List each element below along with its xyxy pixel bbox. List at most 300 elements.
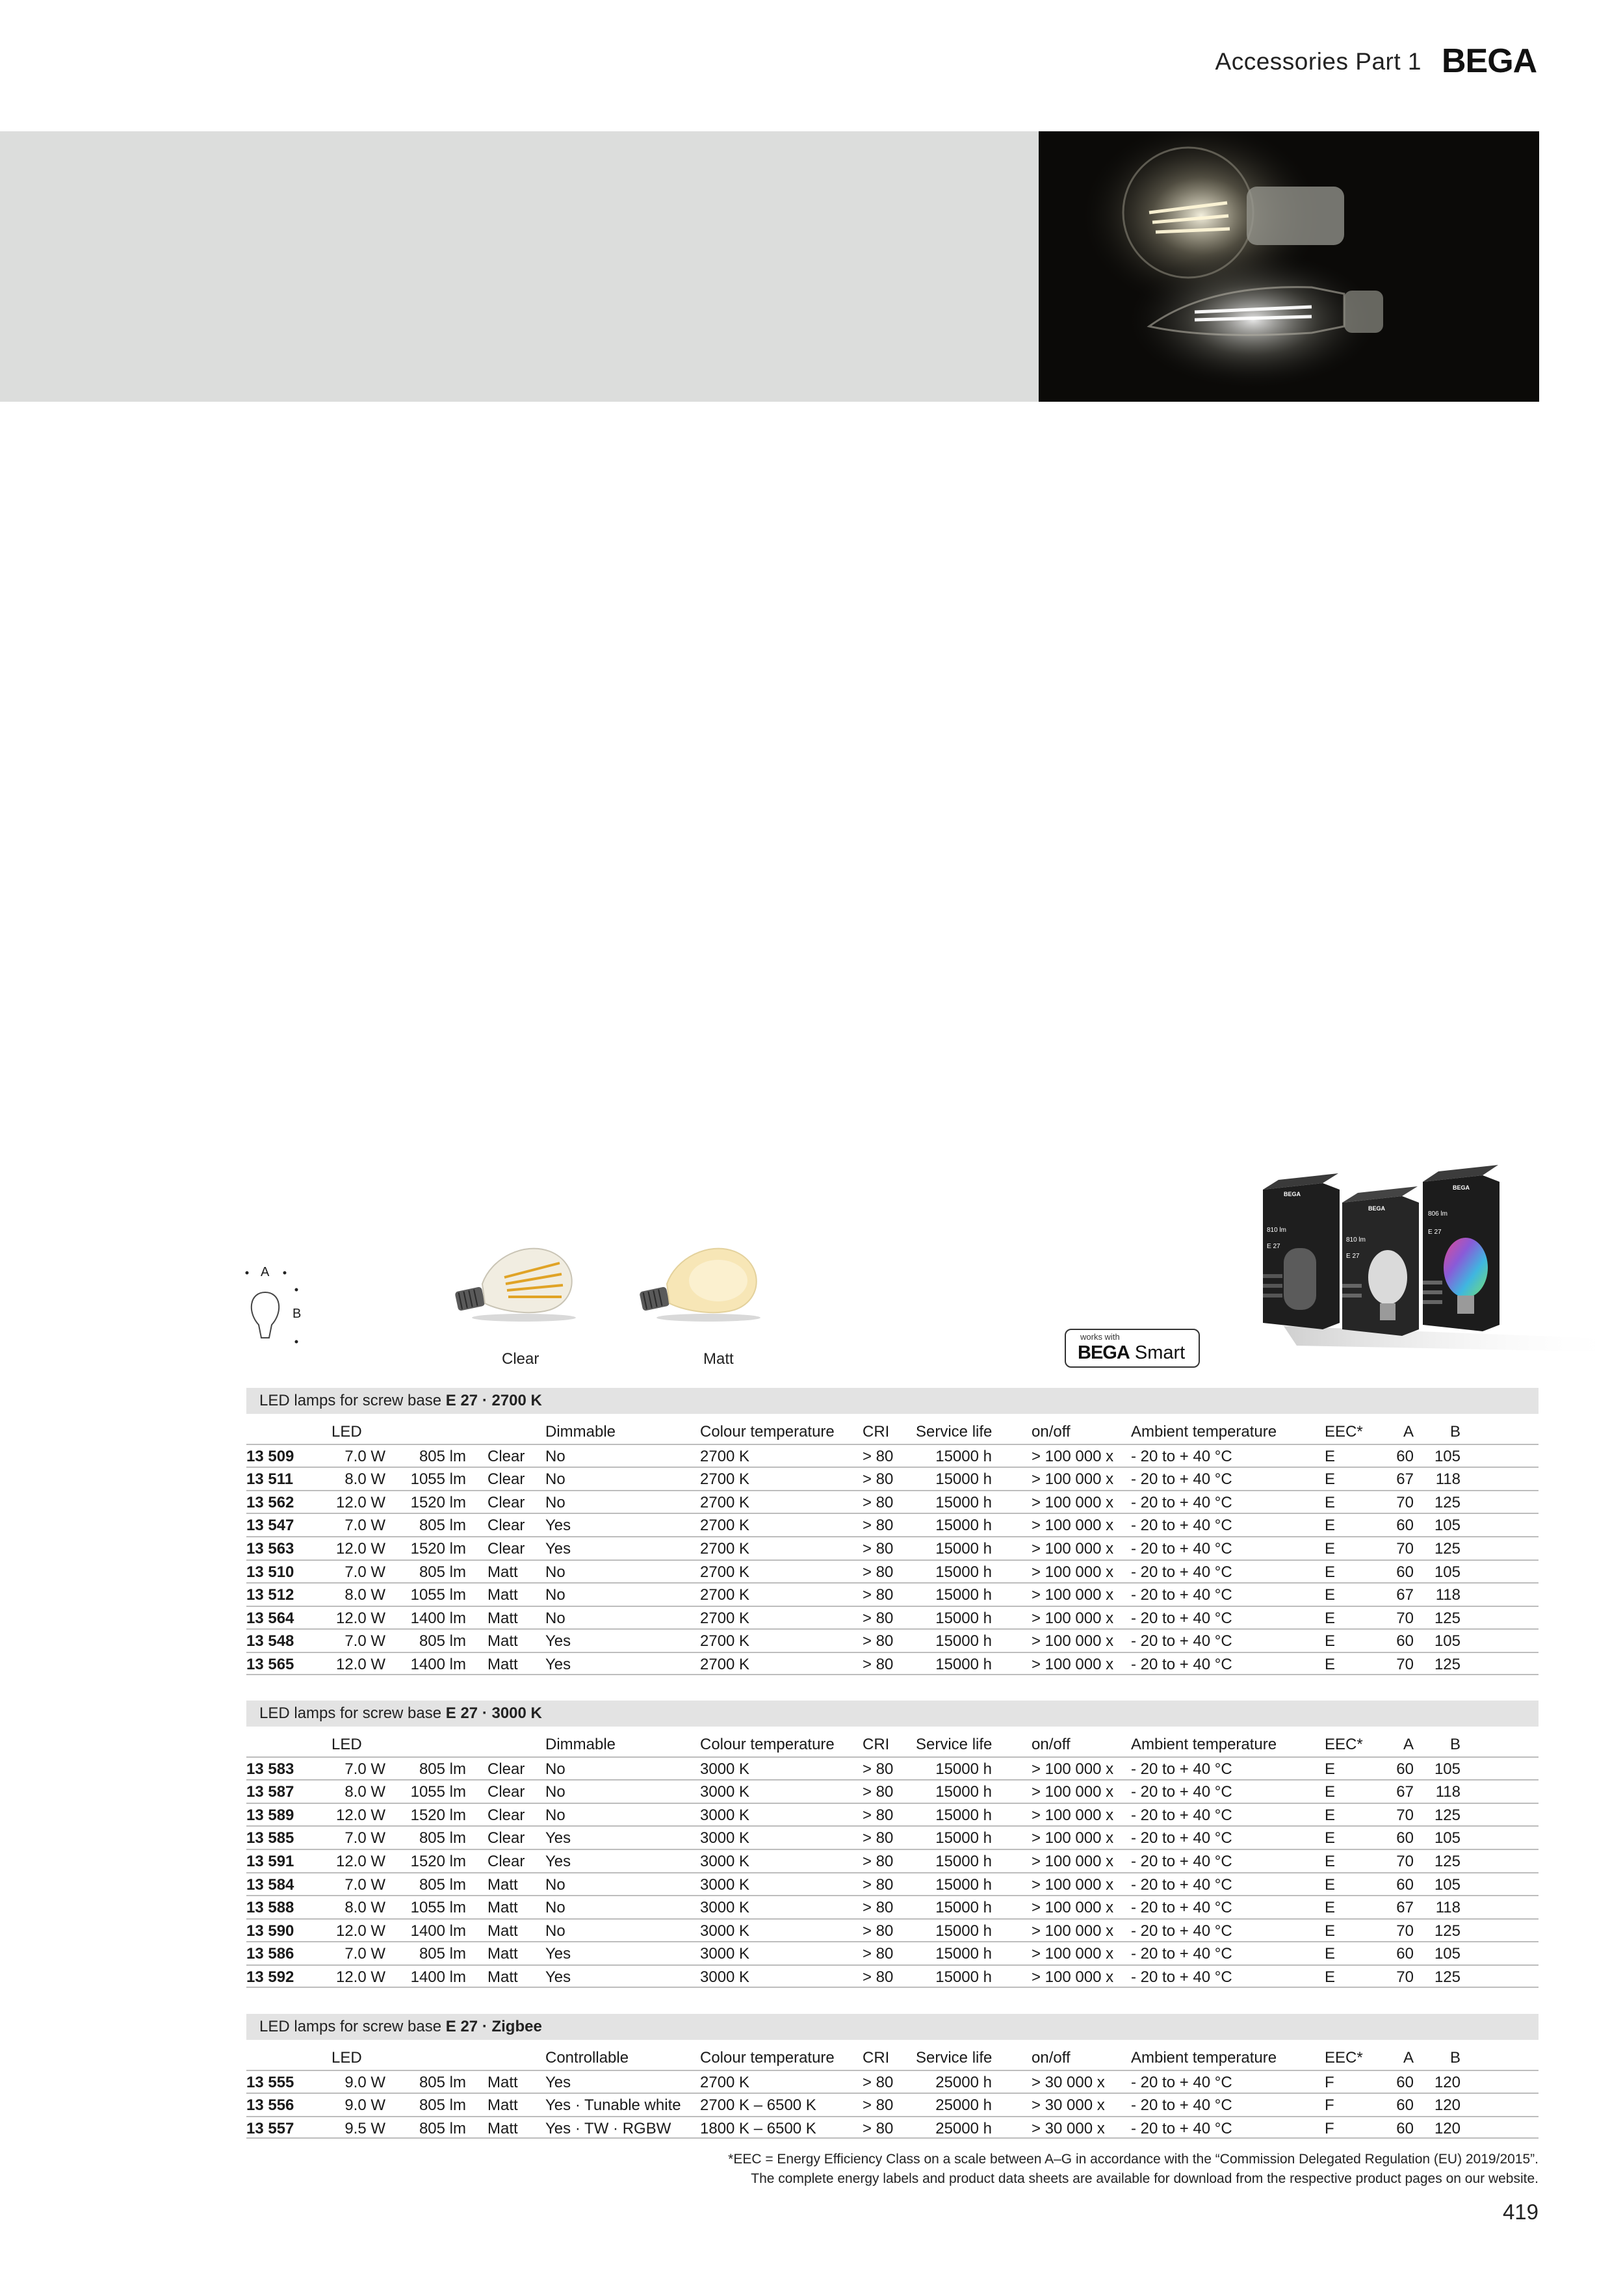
column-header-ct: Colour temperature — [700, 1736, 835, 1753]
cell-code: 13 590 — [246, 1922, 294, 1940]
cell-mode: Yes — [545, 2073, 571, 2091]
table-row — [246, 1779, 1539, 1803]
cell-watt: 7.0 W — [344, 1517, 385, 1535]
cell-ambient: - 20 to + 40 °C — [1131, 1517, 1232, 1535]
matt-lamp-image — [637, 1238, 767, 1323]
cell-a: 70 — [1396, 1968, 1414, 1986]
cell-b: 105 — [1434, 1875, 1461, 1894]
column-header-onoff: on/off — [1032, 1736, 1071, 1753]
cell-lm: 805 lm — [419, 1875, 466, 1894]
cell-mode: No — [545, 1783, 565, 1801]
cell-cri: > 80 — [863, 2119, 894, 2137]
cell-ct: 3000 K — [700, 1968, 750, 1986]
cell-life: 15000 h — [935, 1447, 992, 1465]
cell-ambient: - 20 to + 40 °C — [1131, 1470, 1232, 1489]
banner-grey-panel — [0, 131, 1039, 402]
column-header-a: A — [1403, 1423, 1414, 1441]
cell-life: 15000 h — [935, 1539, 992, 1558]
cell-ct: 3000 K — [700, 1760, 750, 1778]
table-row — [246, 1606, 1539, 1629]
cell-watt: 12.0 W — [335, 1609, 385, 1627]
cell-finish: Clear — [487, 1760, 525, 1778]
cell-cri: > 80 — [863, 1470, 894, 1489]
cell-finish: Clear — [487, 1539, 525, 1558]
table-row — [246, 2070, 1539, 2093]
cell-code: 13 511 — [246, 1470, 294, 1489]
section-title — [246, 2014, 1539, 2040]
cell-lm: 805 lm — [419, 1563, 466, 1581]
cell-lm: 1400 lm — [410, 1609, 466, 1627]
cell-code: 13 555 — [246, 2073, 294, 2091]
cell-cri: > 80 — [863, 1632, 894, 1650]
cell-eec: E — [1325, 1760, 1336, 1778]
cell-eec: E — [1325, 1806, 1336, 1824]
cell-code: 13 589 — [246, 1806, 294, 1824]
cell-finish: Clear — [487, 1806, 525, 1824]
svg-text:E 27: E 27 — [1346, 1253, 1360, 1260]
table-row — [246, 1444, 1539, 1467]
section-title-prefix: LED lamps for screw base — [259, 1392, 446, 1409]
cell-onoff: > 100 000 x — [1032, 1609, 1114, 1627]
packaging-boxes-image — [1258, 1157, 1623, 1359]
cell-code: 13 592 — [246, 1968, 294, 1986]
cell-code: 13 512 — [246, 1586, 294, 1604]
cell-onoff: > 100 000 x — [1032, 1829, 1114, 1847]
column-header-mode: Dimmable — [545, 1736, 616, 1753]
cell-ct: 2700 K — [700, 1447, 750, 1465]
cell-code: 13 587 — [246, 1783, 294, 1801]
cell-cri: > 80 — [863, 1806, 894, 1824]
cell-finish: Matt — [487, 2096, 518, 2115]
cell-watt: 7.0 W — [344, 1875, 385, 1894]
cell-code: 13 585 — [246, 1829, 294, 1847]
cell-lm: 805 lm — [419, 2119, 466, 2137]
cell-ambient: - 20 to + 40 °C — [1131, 1760, 1232, 1778]
cell-b: 125 — [1434, 1922, 1461, 1940]
cell-onoff: > 100 000 x — [1032, 1806, 1114, 1824]
column-header-life: Service life — [916, 1423, 993, 1441]
cell-ambient: - 20 to + 40 °C — [1131, 1563, 1232, 1581]
table-row — [246, 1803, 1539, 1826]
cell-life: 25000 h — [935, 2096, 992, 2115]
cell-life: 15000 h — [935, 1922, 992, 1940]
cell-mode: No — [545, 1899, 565, 1917]
cell-onoff: > 100 000 x — [1032, 1447, 1114, 1465]
cell-mode: No — [545, 1586, 565, 1604]
cell-mode: No — [545, 1609, 565, 1627]
cell-lm: 1400 lm — [410, 1655, 466, 1673]
cell-life: 15000 h — [935, 1655, 992, 1673]
cell-onoff: > 100 000 x — [1032, 1493, 1114, 1511]
cell-ambient: - 20 to + 40 °C — [1131, 1586, 1232, 1604]
table-row — [246, 1652, 1539, 1675]
table-row — [246, 1941, 1539, 1964]
column-header-b: B — [1449, 1423, 1461, 1441]
cell-b: 125 — [1434, 1655, 1461, 1673]
column-header-cri: CRI — [863, 1736, 890, 1753]
cell-mode: Yes — [545, 1655, 571, 1673]
cell-ambient: - 20 to + 40 °C — [1131, 1829, 1232, 1847]
cell-code: 13 547 — [246, 1517, 294, 1535]
cell-b: 118 — [1435, 1586, 1461, 1604]
cell-life: 15000 h — [935, 1470, 992, 1489]
column-header-row — [246, 1420, 1539, 1444]
cell-ct: 2700 K — [700, 1609, 750, 1627]
works-with-label: works with — [1078, 1332, 1123, 1342]
section-title — [246, 1701, 1539, 1727]
cell-lm: 1400 lm — [410, 1968, 466, 1986]
cell-a: 70 — [1396, 1806, 1414, 1824]
cell-mode: No — [545, 1760, 565, 1778]
cell-cri: > 80 — [863, 1539, 894, 1558]
cell-finish: Matt — [487, 1968, 518, 1986]
cell-cri: > 80 — [863, 1829, 894, 1847]
section-title-emphasis: E 27 · Zigbee — [445, 2018, 542, 2035]
svg-text:BEGA: BEGA — [1368, 1205, 1386, 1212]
svg-text:BEGA: BEGA — [1284, 1191, 1301, 1197]
cell-mode: Yes · Tunable white — [545, 2096, 681, 2115]
cell-mode: No — [545, 1493, 565, 1511]
svg-text:BEGA: BEGA — [1453, 1184, 1470, 1191]
cell-onoff: > 100 000 x — [1032, 1945, 1114, 1963]
cell-finish: Matt — [487, 1609, 518, 1627]
cell-ambient: - 20 to + 40 °C — [1131, 1899, 1232, 1917]
cell-watt: 7.0 W — [344, 1447, 385, 1465]
cell-ct: 3000 K — [700, 1829, 750, 1847]
cell-life: 25000 h — [935, 2119, 992, 2137]
page-header-title: Accessories Part 1 — [1215, 48, 1422, 75]
cell-finish: Matt — [487, 1632, 518, 1650]
cell-mode: No — [545, 1447, 565, 1465]
cell-ambient: - 20 to + 40 °C — [1131, 2073, 1232, 2091]
cell-cri: > 80 — [863, 1609, 894, 1627]
cell-mode: Yes — [545, 1539, 571, 1558]
cell-ct: 3000 K — [700, 1783, 750, 1801]
cell-mode: No — [545, 1875, 565, 1894]
cell-cri: > 80 — [863, 1517, 894, 1535]
cell-b: 125 — [1434, 1806, 1461, 1824]
table-row — [246, 1513, 1539, 1536]
cell-watt: 8.0 W — [344, 1586, 385, 1604]
cell-eec: E — [1325, 1968, 1336, 1986]
cell-onoff: > 100 000 x — [1032, 1852, 1114, 1870]
cell-cri: > 80 — [863, 1922, 894, 1940]
cell-watt: 12.0 W — [335, 1806, 385, 1824]
column-header-ambient: Ambient temperature — [1131, 1736, 1277, 1753]
cell-mode: No — [545, 1470, 565, 1489]
cell-ct: 3000 K — [700, 1806, 750, 1824]
cell-ambient: - 20 to + 40 °C — [1131, 2096, 1232, 2115]
cell-watt: 9.0 W — [344, 2096, 385, 2115]
cell-onoff: > 100 000 x — [1032, 1899, 1114, 1917]
cell-eec: F — [1325, 2119, 1334, 2137]
table-row — [246, 1536, 1539, 1559]
cell-life: 15000 h — [935, 1899, 992, 1917]
cell-ct: 3000 K — [700, 1875, 750, 1894]
cell-lm: 1520 lm — [410, 1539, 466, 1558]
cell-cri: > 80 — [863, 1852, 894, 1870]
cell-onoff: > 100 000 x — [1032, 1655, 1114, 1673]
cell-ambient: - 20 to + 40 °C — [1131, 1493, 1232, 1511]
cell-a: 70 — [1396, 1539, 1414, 1558]
cell-watt: 12.0 W — [335, 1968, 385, 1986]
cell-a: 70 — [1396, 1922, 1414, 1940]
dimension-b-label: B — [292, 1307, 302, 1321]
dimension-diagram — [244, 1266, 303, 1357]
cell-onoff: > 100 000 x — [1032, 1539, 1114, 1558]
cell-cri: > 80 — [863, 1586, 894, 1604]
section-title — [246, 1388, 1539, 1414]
bega-smart-badge — [1065, 1329, 1200, 1368]
column-header-b: B — [1449, 2049, 1461, 2067]
cell-ct: 2700 K — [700, 1655, 750, 1673]
cell-finish: Matt — [487, 1563, 518, 1581]
cell-life: 15000 h — [935, 1829, 992, 1847]
cell-ambient: - 20 to + 40 °C — [1131, 1655, 1232, 1673]
cell-eec: E — [1325, 1875, 1336, 1894]
cell-lm: 805 lm — [419, 1829, 466, 1847]
cell-finish: Clear — [487, 1852, 525, 1870]
column-header-eec: EEC* — [1325, 1423, 1363, 1441]
table-row — [246, 1872, 1539, 1896]
column-header-onoff: on/off — [1032, 1423, 1071, 1441]
cell-eec: E — [1325, 1470, 1336, 1489]
cell-lm: 1055 lm — [410, 1586, 466, 1604]
svg-text:806 lm: 806 lm — [1428, 1210, 1448, 1218]
cell-code: 13 556 — [246, 2096, 294, 2115]
page-number: 419 — [1502, 2200, 1539, 2224]
cell-b: 105 — [1434, 1632, 1461, 1650]
cell-mode: Yes — [545, 1829, 571, 1847]
cell-a: 67 — [1396, 1783, 1414, 1801]
cell-onoff: > 100 000 x — [1032, 1875, 1114, 1894]
cell-watt: 9.0 W — [344, 2073, 385, 2091]
column-header-led: LED — [331, 1736, 362, 1753]
cell-cri: > 80 — [863, 1563, 894, 1581]
cell-mode: Yes — [545, 1852, 571, 1870]
cell-a: 60 — [1396, 1875, 1414, 1894]
cell-eec: E — [1325, 1609, 1336, 1627]
cell-finish: Matt — [487, 2119, 518, 2137]
svg-text:E 27: E 27 — [1428, 1229, 1442, 1236]
cell-watt: 9.5 W — [344, 2119, 385, 2137]
section-title-prefix: LED lamps for screw base — [259, 1704, 446, 1722]
cell-lm: 805 lm — [419, 1632, 466, 1650]
cell-finish: Clear — [487, 1829, 525, 1847]
cell-life: 25000 h — [935, 2073, 992, 2091]
cell-a: 70 — [1396, 1493, 1414, 1511]
clear-lamp-caption: Clear — [502, 1350, 539, 1368]
cell-lm: 1055 lm — [410, 1783, 466, 1801]
cell-ambient: - 20 to + 40 °C — [1131, 1447, 1232, 1465]
cell-a: 67 — [1396, 1586, 1414, 1604]
cell-a: 60 — [1396, 1447, 1414, 1465]
column-header-ambient: Ambient temperature — [1131, 2049, 1277, 2067]
cell-a: 60 — [1396, 2096, 1414, 2115]
cell-watt: 12.0 W — [335, 1655, 385, 1673]
cell-finish: Clear — [487, 1493, 525, 1511]
table-row — [246, 2093, 1539, 2116]
cell-mode: Yes — [545, 1968, 571, 1986]
cell-eec: E — [1325, 1632, 1336, 1650]
column-header-row — [246, 1733, 1539, 1756]
cell-finish: Matt — [487, 1922, 518, 1940]
section-title-emphasis: E 27 · 2700 K — [445, 1392, 542, 1409]
cell-ct: 2700 K — [700, 1517, 750, 1535]
cell-ct: 2700 K — [700, 2073, 750, 2091]
cell-ct: 2700 K — [700, 1470, 750, 1489]
cell-mode: No — [545, 1563, 565, 1581]
cell-b: 120 — [1434, 2073, 1461, 2091]
table-row — [246, 1918, 1539, 1942]
cell-mode: Yes — [545, 1945, 571, 1963]
cell-life: 15000 h — [935, 1563, 992, 1581]
table-row — [246, 1490, 1539, 1513]
cell-code: 13 563 — [246, 1539, 294, 1558]
cell-ct: 3000 K — [700, 1922, 750, 1940]
cell-life: 15000 h — [935, 1945, 992, 1963]
cell-a: 60 — [1396, 2119, 1414, 2137]
table-row — [246, 2116, 1539, 2139]
cell-onoff: > 100 000 x — [1032, 1632, 1114, 1650]
dimension-a-label: A — [261, 1265, 270, 1279]
cell-life: 15000 h — [935, 1760, 992, 1778]
cell-a: 60 — [1396, 1517, 1414, 1535]
cell-onoff: > 30 000 x — [1032, 2096, 1105, 2115]
cell-mode: No — [545, 1806, 565, 1824]
cell-cri: > 80 — [863, 1899, 894, 1917]
lamps-photo — [1039, 131, 1539, 402]
column-header-row — [246, 2046, 1539, 2070]
cell-code: 13 557 — [246, 2119, 294, 2137]
cell-code: 13 548 — [246, 1632, 294, 1650]
cell-a: 67 — [1396, 1899, 1414, 1917]
column-header-life: Service life — [916, 2049, 993, 2067]
cell-eec: E — [1325, 1447, 1336, 1465]
cell-lm: 1055 lm — [410, 1470, 466, 1489]
cell-a: 67 — [1396, 1470, 1414, 1489]
column-header-a: A — [1403, 2049, 1414, 2067]
cell-cri: > 80 — [863, 1945, 894, 1963]
cell-b: 125 — [1434, 1493, 1461, 1511]
footnote-line-1: *EEC = Energy Efficiency Class on a scale between A–G in accordance with the “Commission Delegated Regulation (EU) 2019/2015”. — [728, 2152, 1539, 2167]
cell-cri: > 80 — [863, 1655, 894, 1673]
cell-eec: E — [1325, 1586, 1336, 1604]
cell-watt: 7.0 W — [344, 1760, 385, 1778]
column-header-life: Service life — [916, 1736, 993, 1753]
cell-ct: 2700 K — [700, 1563, 750, 1581]
cell-watt: 8.0 W — [344, 1899, 385, 1917]
cell-ambient: - 20 to + 40 °C — [1131, 1806, 1232, 1824]
cell-ct: 3000 K — [700, 1945, 750, 1963]
cell-eec: E — [1325, 1899, 1336, 1917]
cell-b: 120 — [1434, 2119, 1461, 2137]
cell-b: 125 — [1434, 1609, 1461, 1627]
cell-watt: 7.0 W — [344, 1945, 385, 1963]
cell-cri: > 80 — [863, 2073, 894, 2091]
table-row — [246, 1559, 1539, 1583]
cell-b: 105 — [1434, 1563, 1461, 1581]
cell-mode: Yes — [545, 1632, 571, 1650]
cell-ambient: - 20 to + 40 °C — [1131, 1783, 1232, 1801]
cell-onoff: > 30 000 x — [1032, 2073, 1105, 2091]
cell-eec: E — [1325, 1783, 1336, 1801]
clear-lamp-image — [452, 1238, 582, 1323]
cell-code: 13 562 — [246, 1493, 294, 1511]
cell-onoff: > 100 000 x — [1032, 1783, 1114, 1801]
cell-eec: E — [1325, 1922, 1336, 1940]
table-row — [246, 1849, 1539, 1872]
cell-a: 60 — [1396, 1945, 1414, 1963]
column-header-eec: EEC* — [1325, 2049, 1363, 2067]
cell-lm: 805 lm — [419, 1447, 466, 1465]
cell-watt: 7.0 W — [344, 1632, 385, 1650]
cell-ambient: - 20 to + 40 °C — [1131, 1539, 1232, 1558]
cell-ct: 2700 K – 6500 K — [700, 2096, 816, 2115]
cell-ct: 3000 K — [700, 1899, 750, 1917]
cell-code: 13 583 — [246, 1760, 294, 1778]
cell-finish: Clear — [487, 1517, 525, 1535]
cell-code: 13 510 — [246, 1563, 294, 1581]
cell-finish: Clear — [487, 1447, 525, 1465]
cell-lm: 1520 lm — [410, 1493, 466, 1511]
column-header-a: A — [1403, 1736, 1414, 1753]
cell-code: 13 565 — [246, 1655, 294, 1673]
table-row — [246, 1895, 1539, 1918]
cell-cri: > 80 — [863, 1493, 894, 1511]
cell-life: 15000 h — [935, 1783, 992, 1801]
cell-finish: Matt — [487, 2073, 518, 2091]
footnote-line-2: The complete energy labels and product data sheets are available for download from the respective product pages on our website. — [751, 2171, 1539, 2186]
cell-watt: 12.0 W — [335, 1852, 385, 1870]
eec-footnote — [728, 2150, 1539, 2189]
cell-finish: Matt — [487, 1655, 518, 1673]
bega-logo: BEGA — [1442, 42, 1537, 80]
cell-ct: 2700 K — [700, 1493, 750, 1511]
cell-onoff: > 100 000 x — [1032, 1968, 1114, 1986]
smart-brand-label: BEGA — [1078, 1342, 1130, 1363]
cell-life: 15000 h — [935, 1632, 992, 1650]
cell-ambient: - 20 to + 40 °C — [1131, 1852, 1232, 1870]
table-row — [246, 1467, 1539, 1490]
cell-ambient: - 20 to + 40 °C — [1131, 1968, 1232, 1986]
cell-ambient: - 20 to + 40 °C — [1131, 1875, 1232, 1894]
cell-code: 13 564 — [246, 1609, 294, 1627]
cell-lm: 805 lm — [419, 1517, 466, 1535]
table-row — [246, 1825, 1539, 1849]
cell-watt: 12.0 W — [335, 1493, 385, 1511]
column-header-cri: CRI — [863, 1423, 890, 1441]
cell-lm: 1400 lm — [410, 1922, 466, 1940]
cell-ambient: - 20 to + 40 °C — [1131, 1609, 1232, 1627]
cell-b: 118 — [1435, 1899, 1461, 1917]
cell-life: 15000 h — [935, 1806, 992, 1824]
cell-ambient: - 20 to + 40 °C — [1131, 1945, 1232, 1963]
cell-eec: E — [1325, 1517, 1336, 1535]
cell-finish: Matt — [487, 1899, 518, 1917]
cell-code: 13 584 — [246, 1875, 294, 1894]
cell-cri: > 80 — [863, 1968, 894, 1986]
cell-lm: 1520 lm — [410, 1852, 466, 1870]
cell-b: 105 — [1434, 1447, 1461, 1465]
cell-a: 60 — [1396, 1563, 1414, 1581]
cell-b: 105 — [1434, 1829, 1461, 1847]
column-header-b: B — [1449, 1736, 1461, 1753]
svg-text:810 lm: 810 lm — [1346, 1236, 1366, 1244]
cell-life: 15000 h — [935, 1517, 992, 1535]
cell-b: 118 — [1435, 1783, 1461, 1801]
cell-onoff: > 100 000 x — [1032, 1517, 1114, 1535]
